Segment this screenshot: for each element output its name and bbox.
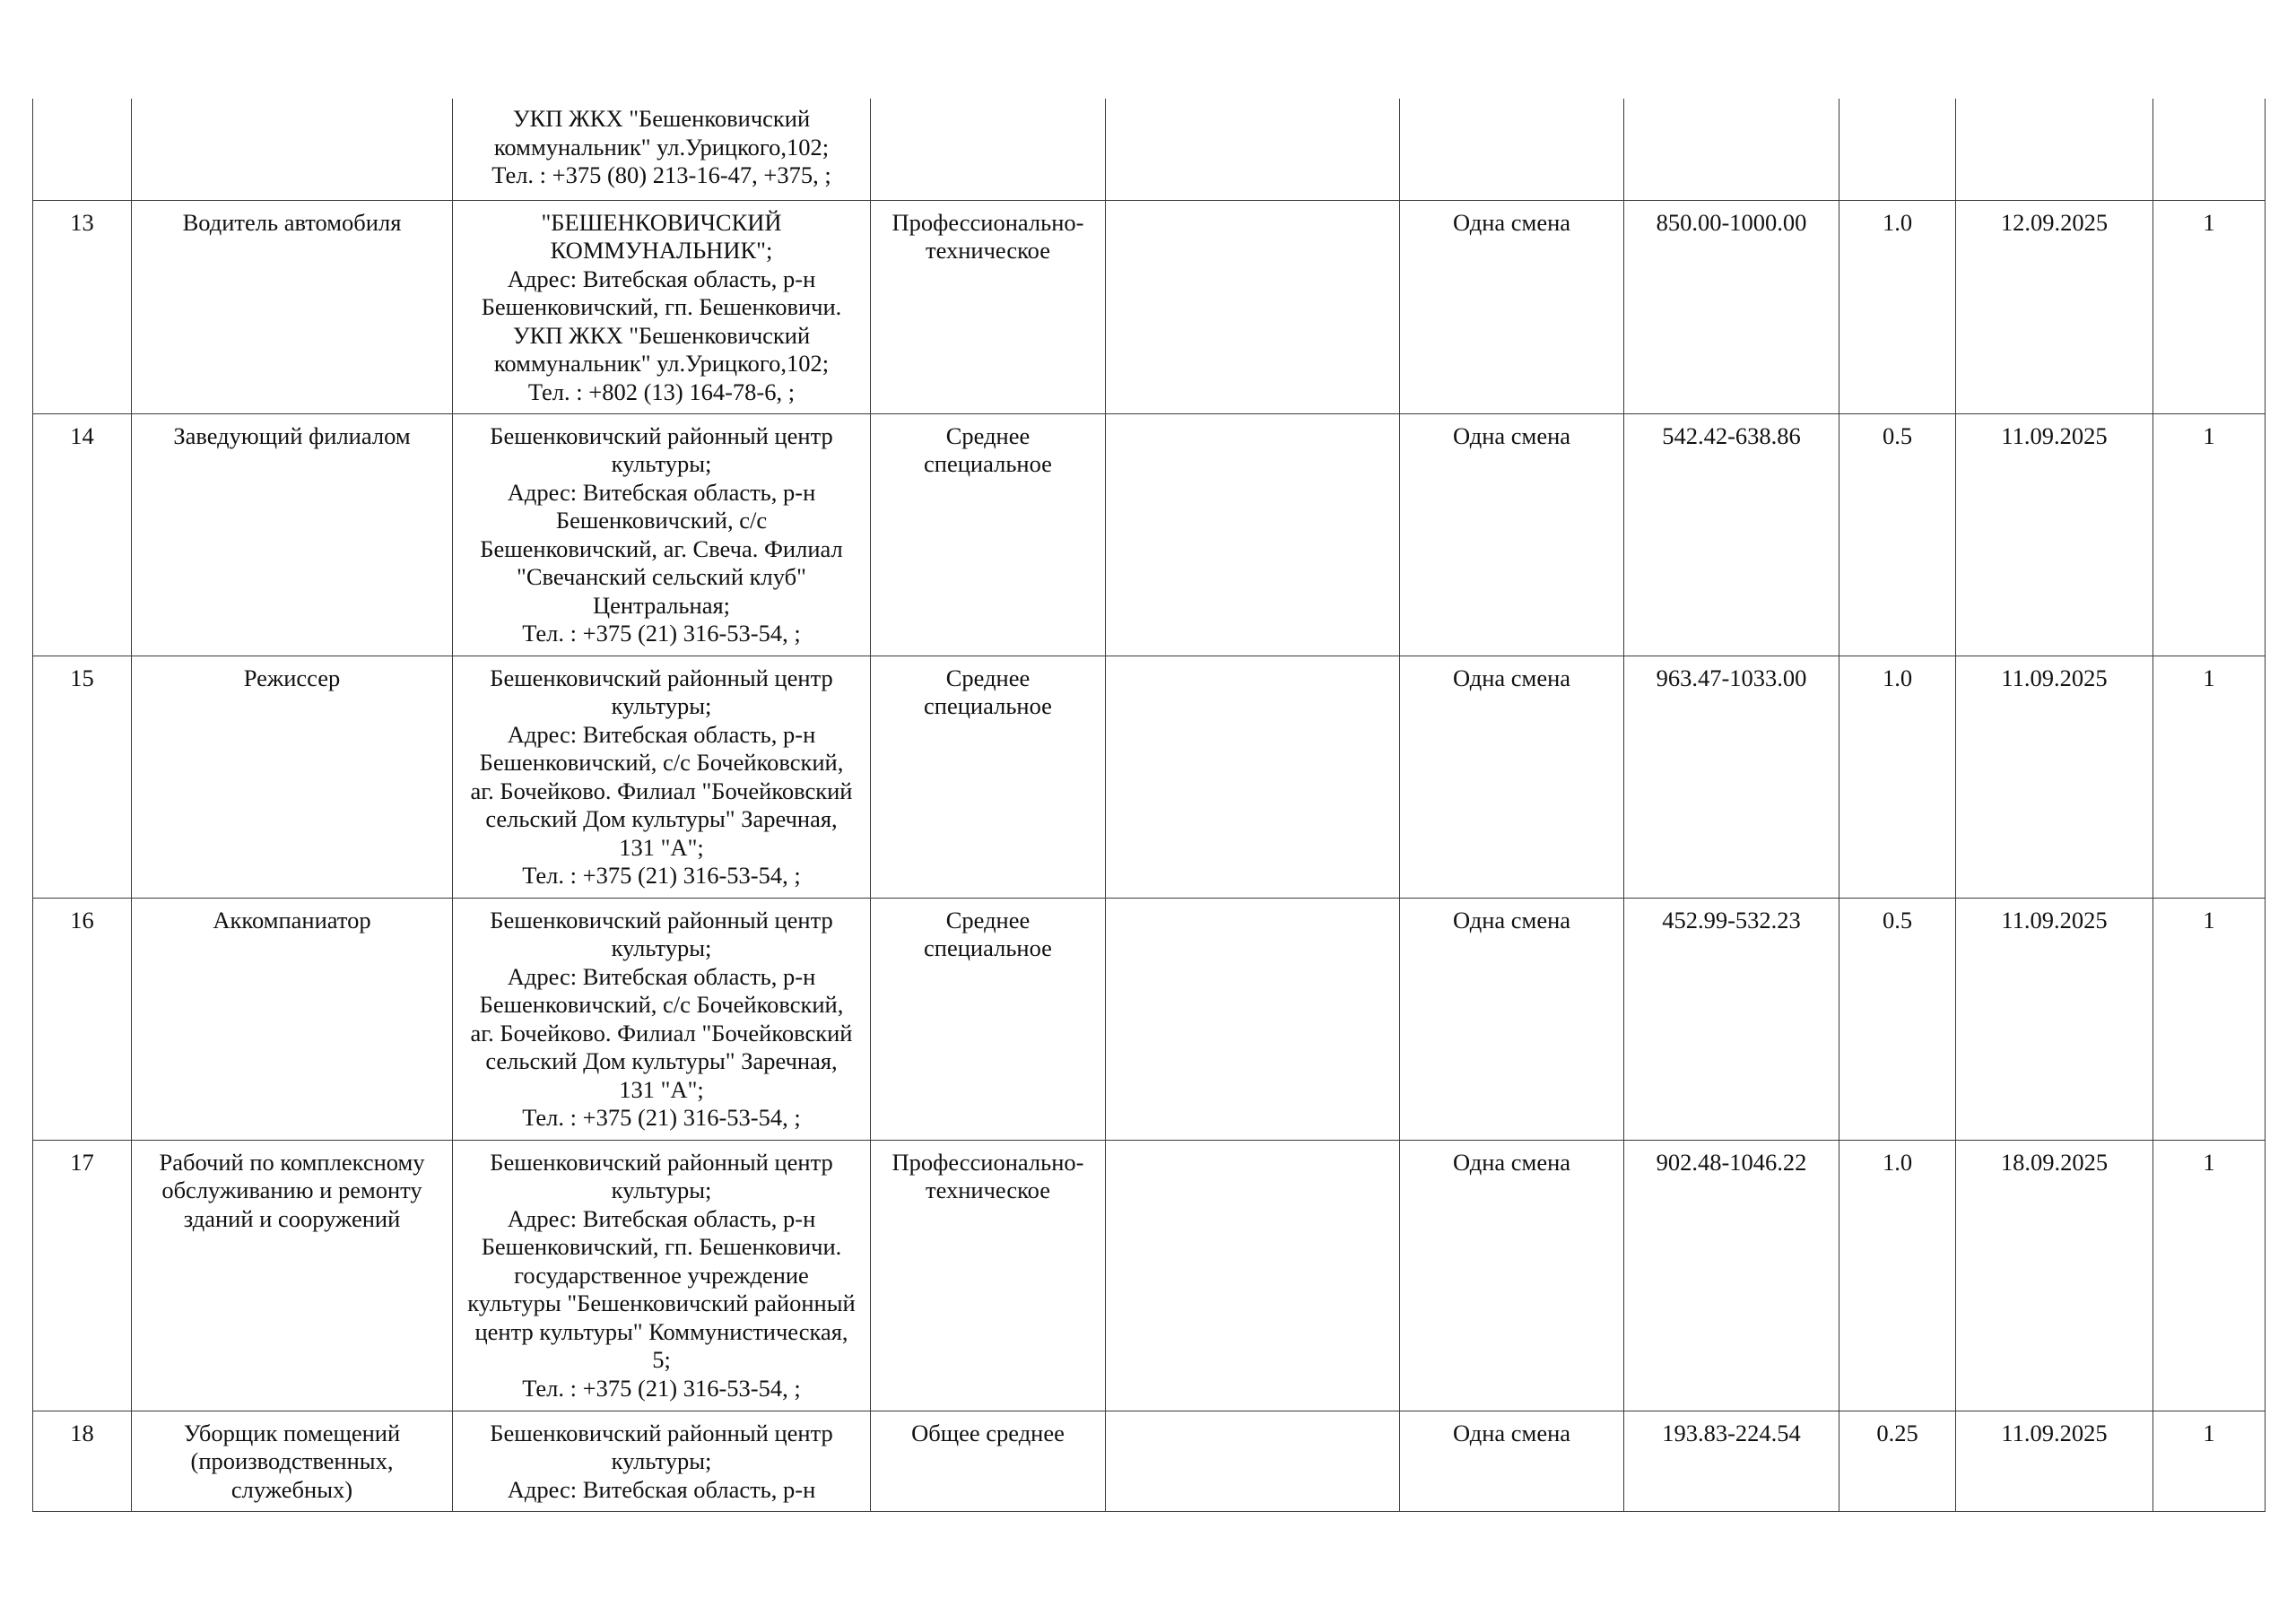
company-line: Бешенковичский районный центр — [490, 906, 833, 934]
company-line: сельский Дом культуры" Заречная, — [485, 1047, 838, 1074]
education-cell — [871, 1411, 1106, 1511]
company-line: Бешенковичский районный центр — [490, 1419, 833, 1446]
education-cell — [871, 1140, 1106, 1411]
education-cell — [871, 99, 1106, 200]
education-line: Профессионально- — [891, 1148, 1084, 1176]
position-line: служебных) — [230, 1475, 353, 1503]
count-cell: 1 — [2153, 1411, 2266, 1511]
company-line: "Свечанский сельский клуб" — [517, 563, 806, 590]
company-line: аг. Бочейково. Филиал "Бочейковский — [470, 777, 853, 804]
num-cell: 15 — [33, 656, 132, 898]
table-row — [33, 413, 2266, 656]
company-line: Тел. : +375 (80) 213-16-47, +375, ; — [491, 161, 831, 188]
date-cell — [1956, 99, 2153, 200]
education-cell — [871, 413, 1106, 656]
company-line: культуры; — [611, 1447, 712, 1474]
rate-cell: 0.5 — [1839, 413, 1956, 656]
date-cell: 11.09.2025 — [1956, 1411, 2153, 1511]
company-line: 5; — [652, 1346, 671, 1373]
education-line: специальное — [924, 450, 1052, 477]
schedule-cell: Одна смена — [1400, 200, 1624, 413]
company-line: 131 "А"; — [619, 833, 704, 861]
position-cell — [132, 898, 453, 1140]
company-cell — [453, 656, 871, 898]
schedule-cell — [1400, 99, 1624, 200]
company-line: Тел. : +375 (21) 316-53-54, ; — [522, 862, 801, 889]
education-line: Общее среднее — [911, 1419, 1065, 1446]
education-line: Среднее — [945, 664, 1031, 691]
date-cell: 12.09.2025 — [1956, 200, 2153, 413]
position-line: Уборщик помещений — [183, 1419, 401, 1446]
position-line: Режиссер — [243, 664, 341, 691]
company-cell — [453, 898, 871, 1140]
company-line: Адрес: Витебская область, р-н — [507, 1204, 816, 1232]
rate-cell — [1839, 99, 1956, 200]
schedule-cell: Одна смена — [1400, 1411, 1624, 1511]
company-line: Бешенковичский, аг. Свеча. Филиал — [480, 534, 843, 562]
table-row — [33, 898, 2266, 1140]
salary-cell: 963.47-1033.00 — [1624, 656, 1839, 898]
table-row-continuation — [33, 99, 2266, 200]
requirements-cell — [1106, 898, 1400, 1140]
requirements-cell — [1106, 200, 1400, 413]
education-cell — [871, 898, 1106, 1140]
salary-cell: 902.48-1046.22 — [1624, 1140, 1839, 1411]
salary-cell: 452.99-532.23 — [1624, 898, 1839, 1140]
education-line: специальное — [924, 692, 1052, 719]
company-line: коммунальник" ул.Урицкого,102; — [493, 133, 830, 161]
position-line: Аккомпаниатор — [213, 906, 371, 934]
company-line: Бешенковичский, с/с Бочейковский, — [479, 991, 844, 1018]
company-cell — [453, 1140, 871, 1411]
count-cell: 1 — [2153, 413, 2266, 656]
position-cell — [132, 1411, 453, 1511]
company-line: Бешенковичский, с/с — [555, 507, 768, 534]
table-row — [33, 200, 2266, 413]
company-line: "БЕШЕНКОВИЧСКИЙ — [541, 208, 782, 236]
position-line: (производственных, — [190, 1447, 394, 1474]
company-cell — [453, 413, 871, 656]
company-line: культуры; — [611, 934, 712, 961]
date-cell: 11.09.2025 — [1956, 656, 2153, 898]
company-line: КОММУНАЛЬНИК"; — [550, 237, 773, 264]
company-line: Бешенковичский районный центр — [490, 1148, 833, 1176]
company-line: культуры "Бешенковичский районный — [467, 1290, 856, 1316]
num-cell: 13 — [33, 200, 132, 413]
company-cell — [453, 200, 871, 413]
company-line: центр культуры" Коммунистическая, — [474, 1317, 848, 1345]
company-line: Адрес: Витебская область, р-н — [507, 478, 816, 506]
position-cell — [132, 200, 453, 413]
table-row — [33, 1411, 2266, 1511]
company-line: аг. Бочейково. Филиал "Бочейковский — [470, 1019, 853, 1046]
salary-cell: 850.00-1000.00 — [1624, 200, 1839, 413]
company-line: 131 "А"; — [619, 1075, 704, 1103]
company-cell — [453, 99, 871, 200]
table-row — [33, 1140, 2266, 1411]
requirements-cell — [1106, 1140, 1400, 1411]
company-line: коммунальник" ул.Урицкого,102; — [493, 350, 830, 377]
education-cell — [871, 200, 1106, 413]
company-line: сельский Дом культуры" Заречная, — [485, 805, 838, 832]
education-cell — [871, 656, 1106, 898]
company-line: Тел. : +802 (13) 164-78-6, ; — [527, 378, 796, 405]
requirements-cell — [1106, 1411, 1400, 1511]
education-line: Среднее — [945, 421, 1031, 449]
company-line: Бешенковичский, гп. Бешенковичи. — [481, 1233, 842, 1260]
schedule-cell: Одна смена — [1400, 898, 1624, 1140]
requirements-cell — [1106, 656, 1400, 898]
salary-cell: 193.83-224.54 — [1624, 1411, 1839, 1511]
num-cell: 14 — [33, 413, 132, 656]
requirements-cell — [1106, 99, 1400, 200]
requirements-cell — [1106, 413, 1400, 656]
company-line: Тел. : +375 (21) 316-53-54, ; — [522, 620, 801, 647]
company-line: Адрес: Витебская область, р-н — [507, 265, 816, 292]
vacancy-table — [32, 99, 2266, 1512]
schedule-cell: Одна смена — [1400, 413, 1624, 656]
position-cell — [132, 656, 453, 898]
position-cell — [132, 99, 453, 200]
education-line: техническое — [926, 1177, 1050, 1203]
position-line: Заведующий филиалом — [173, 421, 411, 449]
schedule-cell: Одна смена — [1400, 656, 1624, 898]
num-cell: 17 — [33, 1140, 132, 1411]
table-row — [33, 656, 2266, 898]
position-line: Водитель автомобиля — [182, 208, 402, 236]
company-line: Бешенковичский, гп. Бешенковичи. — [481, 293, 842, 320]
position-line: обслуживанию и ремонту — [161, 1177, 422, 1203]
education-line: Среднее — [945, 906, 1031, 934]
company-line: Адрес: Витебская область, р-н — [507, 1475, 816, 1503]
company-line: Тел. : +375 (21) 316-53-54, ; — [522, 1374, 801, 1402]
num-cell: 16 — [33, 898, 132, 1140]
education-line: специальное — [924, 934, 1052, 961]
company-line: Тел. : +375 (21) 316-53-54, ; — [522, 1104, 801, 1131]
company-line: Бешенковичский районный центр — [490, 664, 833, 691]
rate-cell: 1.0 — [1839, 1140, 1956, 1411]
num-cell — [33, 99, 132, 200]
position-line: зданий и сооружений — [183, 1204, 401, 1232]
rate-cell: 0.25 — [1839, 1411, 1956, 1511]
rate-cell: 0.5 — [1839, 898, 1956, 1140]
salary-cell — [1624, 99, 1839, 200]
date-cell: 11.09.2025 — [1956, 898, 2153, 1140]
position-cell — [132, 413, 453, 656]
rate-cell: 1.0 — [1839, 656, 1956, 898]
education-line: Профессионально- — [891, 208, 1084, 236]
company-line: Адрес: Витебская область, р-н — [507, 720, 816, 748]
company-line: культуры; — [611, 450, 712, 477]
company-line: государственное учреждение — [514, 1261, 809, 1289]
company-line: Адрес: Витебская область, р-н — [507, 962, 816, 990]
education-line: техническое — [926, 237, 1050, 264]
company-line: Центральная; — [592, 591, 731, 619]
date-cell: 11.09.2025 — [1956, 413, 2153, 656]
position-cell — [132, 1140, 453, 1411]
company-line: культуры; — [611, 1177, 712, 1203]
company-cell — [453, 1411, 871, 1511]
company-line: УКП ЖКХ "Бешенковичский — [512, 105, 811, 132]
company-line: Бешенковичский районный центр — [490, 421, 833, 449]
company-line: культуры; — [611, 692, 712, 719]
count-cell: 1 — [2153, 898, 2266, 1140]
position-line: Рабочий по комплексному — [159, 1148, 425, 1176]
count-cell — [2153, 99, 2266, 200]
rate-cell: 1.0 — [1839, 200, 1956, 413]
salary-cell: 542.42-638.86 — [1624, 413, 1839, 656]
num-cell: 18 — [33, 1411, 132, 1511]
count-cell: 1 — [2153, 1140, 2266, 1411]
company-line: УКП ЖКХ "Бешенковичский — [512, 321, 811, 349]
count-cell: 1 — [2153, 656, 2266, 898]
company-line: Бешенковичский, с/с Бочейковский, — [479, 749, 844, 776]
date-cell: 18.09.2025 — [1956, 1140, 2153, 1411]
count-cell: 1 — [2153, 200, 2266, 413]
schedule-cell: Одна смена — [1400, 1140, 1624, 1411]
